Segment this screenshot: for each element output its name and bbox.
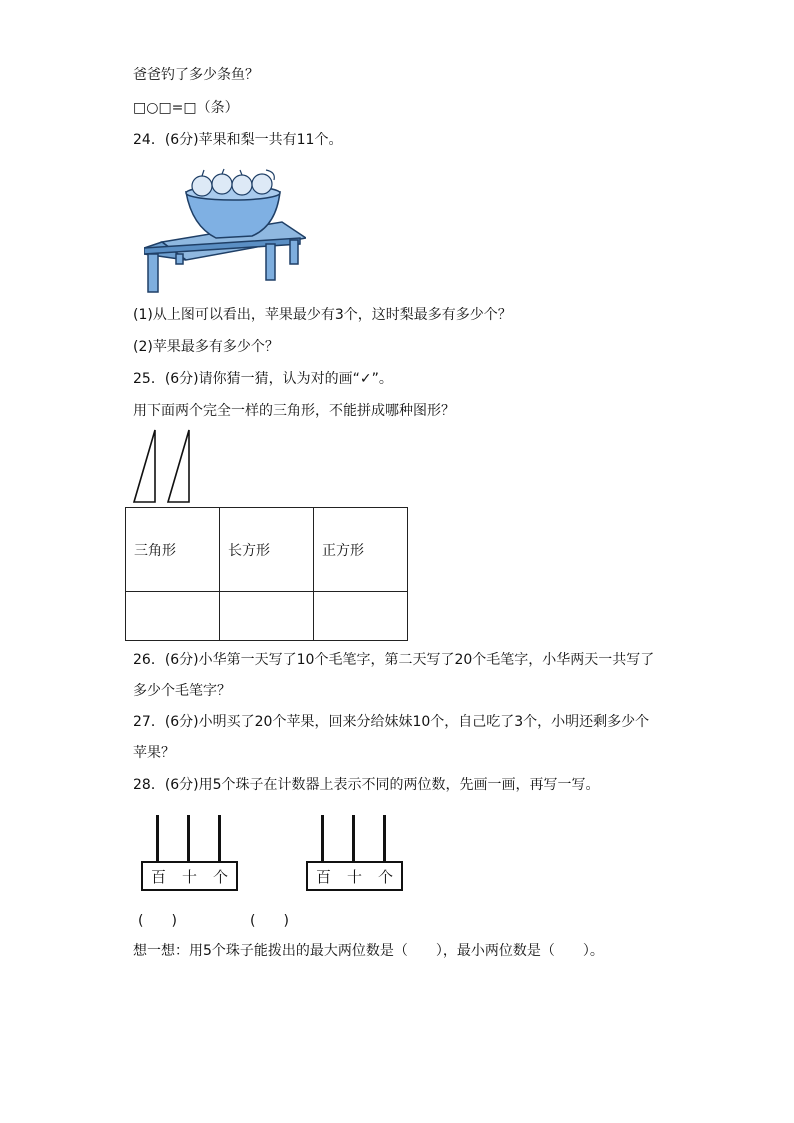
question-26-line1: 26．(6分)小华第一天写了10个毛笔字，第二天写了20个毛笔字，小华两天一共写了 xyxy=(133,652,655,668)
option-triangle: 三角形 xyxy=(126,508,220,592)
equation-blank[interactable]: □○□=□（条） xyxy=(133,100,239,116)
abacus-rod-ones[interactable] xyxy=(218,815,221,861)
abacus-rod-hundreds[interactable] xyxy=(321,815,324,861)
abacus-base xyxy=(141,861,238,891)
option-rectangle: 长方形 xyxy=(220,508,314,592)
abacus-rod-hundreds[interactable] xyxy=(156,815,159,861)
question-text: 爸爸钓了多少条鱼？ xyxy=(133,67,259,83)
abacus-rod-ones[interactable] xyxy=(383,815,386,861)
question-28-title: 28．(6分)用5个珠子在计数器上表示不同的两位数，先画一画，再写一写。 xyxy=(133,777,600,793)
question-27-line2: 苹果？ xyxy=(133,745,175,761)
answer-cell[interactable] xyxy=(126,592,220,641)
fruit-bowl-on-table-illustration xyxy=(144,166,306,296)
place-label-tens: 十 xyxy=(181,867,197,886)
question-27-line1: 27．(6分)小明买了20个苹果，回来分给妹妹10个，自己吃了3个，小明还剩多少个 xyxy=(133,714,650,730)
abacus-counter[interactable] xyxy=(141,815,238,895)
triangle-shape xyxy=(134,430,155,502)
question-25-prompt: 用下面两个完全一样的三角形，不能拼成哪种图形？ xyxy=(133,403,455,419)
answer-blank[interactable]: ( ) xyxy=(250,913,289,929)
think-question: 想一想：用5个珠子能拨出的最大两位数是（ ），最小两位数是（ ）。 xyxy=(133,943,604,959)
place-label-tens: 十 xyxy=(346,867,362,886)
option-square: 正方形 xyxy=(314,508,408,592)
answer-blank[interactable]: ( ) xyxy=(138,913,177,929)
place-label-ones: 个 xyxy=(377,867,393,886)
question-25-title: 25．(6分)请你猜一猜，认为对的画“✓”。 xyxy=(133,371,393,387)
answer-cell[interactable] xyxy=(220,592,314,641)
abacus-base xyxy=(306,861,403,891)
triangle-shape xyxy=(168,430,189,502)
question-24-sub1: (1)从上图可以看出，苹果最少有3个，这时梨最多有多少个？ xyxy=(133,307,512,323)
place-label-ones: 个 xyxy=(212,867,228,886)
place-label-hundreds: 百 xyxy=(150,867,166,886)
two-triangles-figure xyxy=(131,428,195,506)
abacus-rod-tens[interactable] xyxy=(187,815,190,861)
abacus-counter[interactable] xyxy=(306,815,403,895)
question-26-line2: 多少个毛笔字？ xyxy=(133,683,231,699)
question-24-title: 24．(6分)苹果和梨一共有11个。 xyxy=(133,132,343,148)
question-24-sub2: (2)苹果最多有多少个？ xyxy=(133,339,279,355)
abacus-rod-tens[interactable] xyxy=(352,815,355,861)
answer-table xyxy=(125,507,408,641)
place-label-hundreds: 百 xyxy=(315,867,331,886)
answer-cell[interactable] xyxy=(314,592,408,641)
